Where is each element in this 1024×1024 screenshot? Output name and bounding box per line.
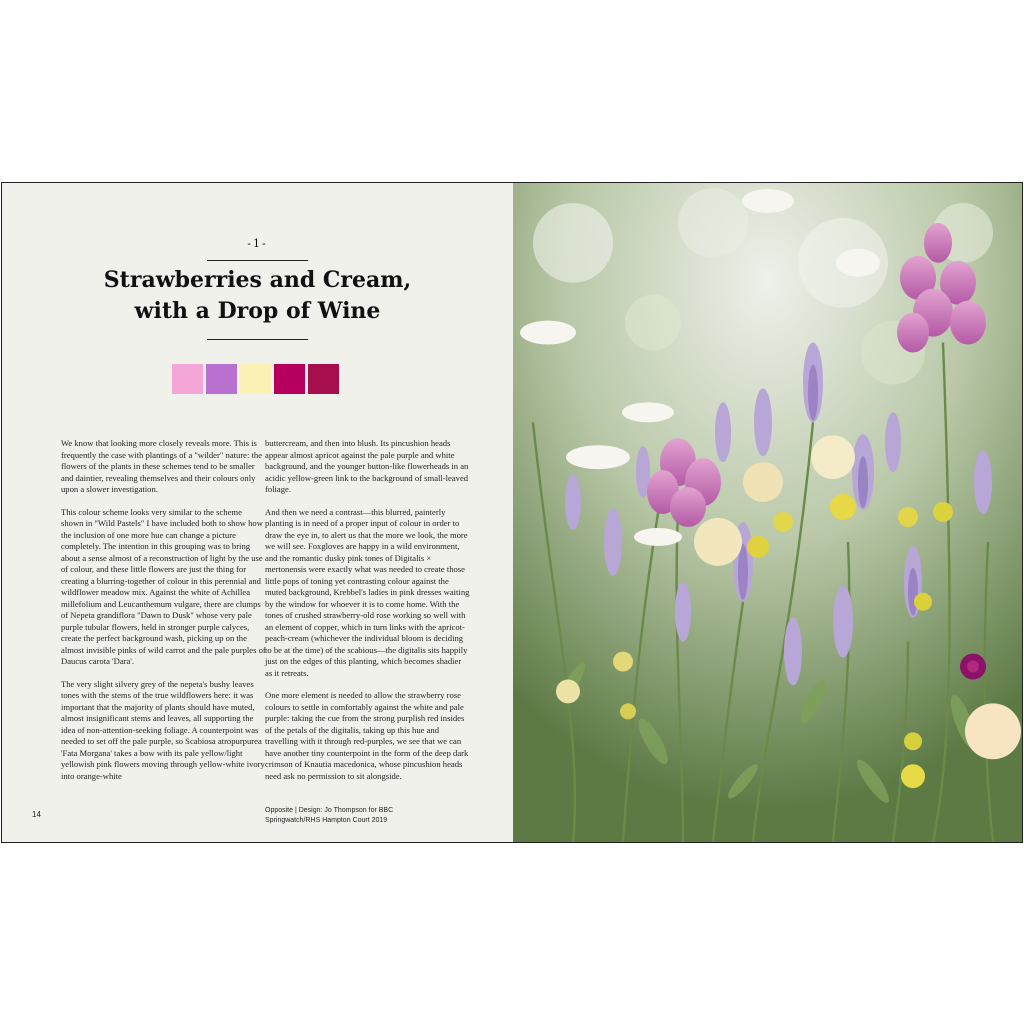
right-page-photo [513,183,1022,842]
title-rule-top [207,260,308,261]
left-page [2,183,513,842]
paragraph: One more element is needed to allow the strawberry rose colours to settle in comfortably against the white and pale purple: taking the cue from the strong purplish red insides of the petals of the digitalis, taking up this hue and travelling with it through red-purples, we see that we can have another tiny counterpoint in the form of the deep dark crimson of Knautia macedonica, whose pincushion heads need ask no permission to sit alongside. [265,690,469,781]
title-rule-bottom [207,339,308,340]
swatch-lilac [206,364,237,394]
paragraph: We know that looking more closely reveals more. This is frequently the case with plantings of a "wilder" nature: the flowers of the plants in these schemes tend to be smaller and daintier, revealing themselves and their colours only upon a slower investigation. [61,438,263,494]
photo-caption [265,806,485,826]
swatch-wine [308,364,339,394]
meadow-flowers-photo [513,183,1022,842]
caption-line-1: Opposite | Design: Jo Thompson for BBC [265,807,394,814]
title-line-1: Strawberries and Cream, [103,267,412,293]
page-number: 14 [32,810,41,819]
swatch-magenta [274,364,305,394]
swatch-pink [172,364,203,394]
body-column-right [265,438,470,793]
paragraph: buttercream, and then into blush. Its pincushion heads appear almost apricot against the pale purple and white background, and the younger button-like flowerheads in an acidic yellow-green link to the background of small-leaved foliage. [265,438,469,494]
paragraph: This colour scheme looks very similar to the scheme shown in "Wild Pastels" I have included both to show how the inclusion of one more hue can change a picture completely. The intention in this grouping was to bring about a sense almost of a reconstruction of light by the use of colour, and these little flowers are just the thing for creating a blurring-together of colour in this perennial and wildflower meadow mix. Against the white of Achillea millefolium and Leucanthemum vulgare, there are clumps of Nepeta grandiflora "Dawn to Dusk" whose very pale purple tubular flowers, held in stronger purple calyces, create the perfect background wash, picking up on the almost invisible pinks of wild carrot and the pale purples of Daucus carota 'Dara'. [61,506,266,666]
swatch-cream [240,364,271,394]
chapter-title [2,265,513,327]
paragraph: And then we need a contrast—this blurred, painterly planting is in need of a proper input of colour in order to draw the eye in, to alert us that the more we look, the more we will see. Foxgloves are happy in a wild environment, and the romantic dusky pink tones of Digitalis × mertonensis were exactly what was needed to create those little pops of toning yet contrasting colour against the muted background, Krebbel's ladies in pink dresses waiting by the window for whoever it is to come home. With the tones of crushed strawberry-old rose working so well with an element of copper, which in turn links with the apricot-peach-cream (whichever the individual bloom is deciding to be at the time) of the scabious—the digitalis sits happily just on the edges of this planting, which becomes shadier as it retreats. [265,506,470,678]
chapter-number: -1- [247,237,268,250]
book-spread [1,182,1023,843]
body-column-left [61,438,266,793]
colour-palette [172,364,339,394]
caption-line-2: Springwatch/RHS Hampton Court 2019 [265,817,388,824]
paragraph: The very slight silvery grey of the nepeta's bushy leaves tones with the stems of the true wildflowers here: it was important that the majority of plants should have muted, almost insignificant stems and leaves, all supporting the idea of non-attention-seeking foliage. A counterpoint was needed to set off the pale purple, so Scabiosa atropurpurea 'Fata Morgana' takes a bow with its pale yellow/light yellowish pink flowers moving through yellow-white ivory into orange-white [61,678,265,781]
title-line-2: with a Drop of Wine [134,298,381,324]
